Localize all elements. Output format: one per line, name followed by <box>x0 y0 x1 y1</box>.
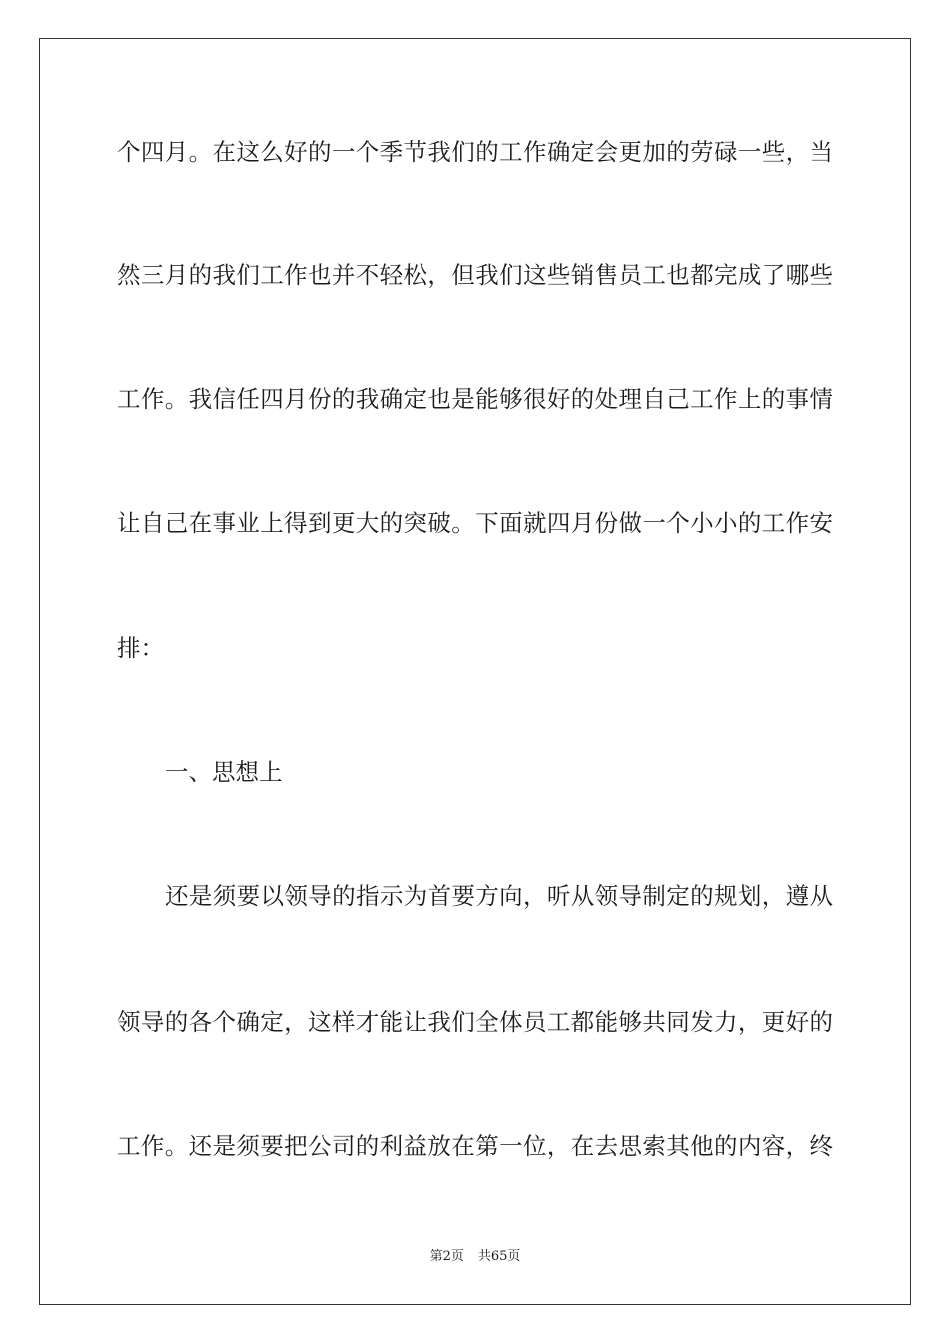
body-text-line-7: 领导的各个确定，这样才能让我们全体员工都能够共同发力，更好的 <box>117 1008 833 1036</box>
body-text-line-3: 工作。我信任四月份的我确定也是能够很好的处理自己工作上的事情 <box>117 385 833 413</box>
page-number: 第2页 <box>429 1249 464 1264</box>
page-frame <box>39 38 911 1305</box>
body-text-line-5: 排： <box>117 634 164 662</box>
body-text-line-8: 工作。还是须要把公司的利益放在第一位，在去思索其他的内容，终 <box>117 1132 833 1160</box>
body-text-line-1: 个四月。在这么好的一个季节我们的工作确定会更加的劳碌一些，当 <box>117 138 833 166</box>
page-footer <box>0 1248 950 1266</box>
section-heading: 一、思想上 <box>165 758 283 786</box>
body-text-line-4: 让自己在事业上得到更大的突破。下面就四月份做一个小小的工作安 <box>117 509 833 537</box>
page-total: 共65页 <box>477 1249 521 1264</box>
body-text-line-6: 还是须要以领导的指示为首要方向，听从领导制定的规划，遵从 <box>165 882 833 910</box>
body-text-line-2: 然三月的我们工作也并不轻松，但我们这些销售员工也都完成了哪些 <box>117 261 833 289</box>
